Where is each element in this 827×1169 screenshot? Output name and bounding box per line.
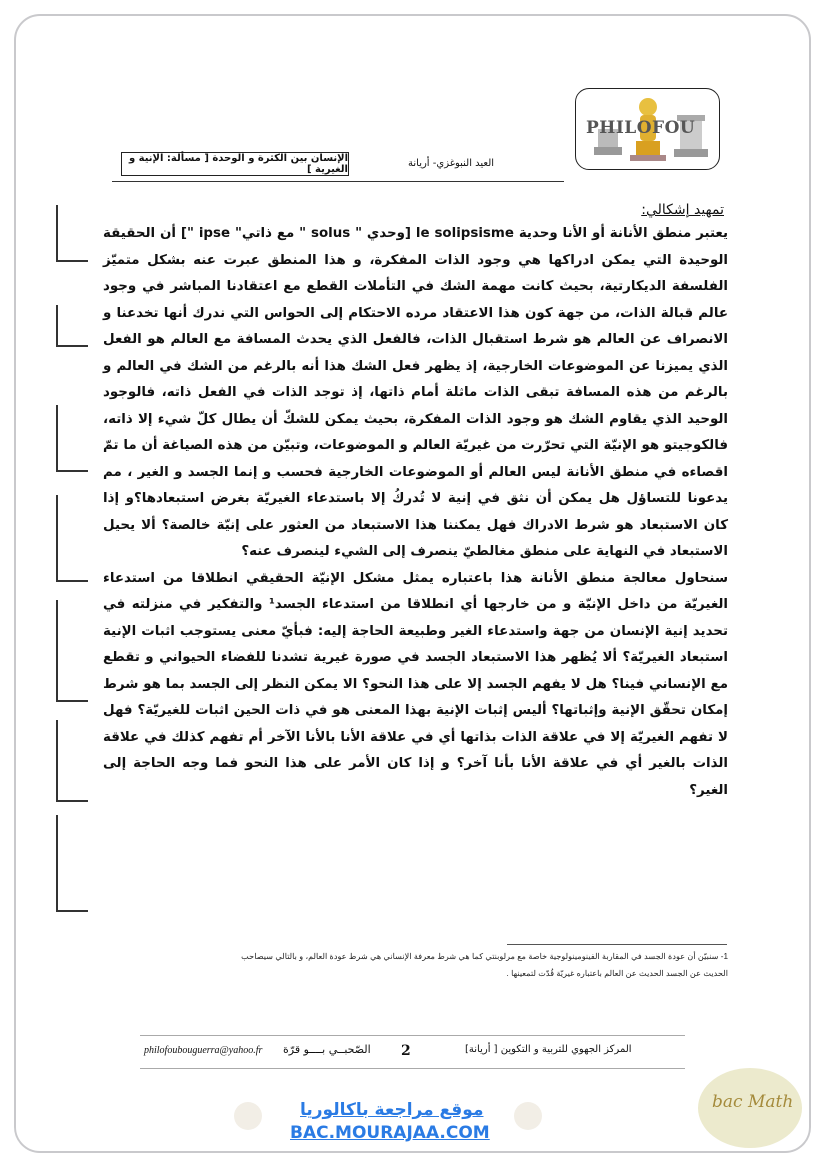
site-badge-icon <box>514 1102 542 1130</box>
side-decoration <box>56 205 88 262</box>
footer-divider <box>140 1035 685 1036</box>
side-decoration <box>56 815 88 912</box>
bac-math-logo-text: bac Math <box>712 1092 794 1112</box>
header-topic-box: الإنسان بين الكثرة و الوحدة [ مسألة: الإنية و الغيرية ] <box>121 152 349 176</box>
header-divider <box>112 181 564 182</box>
philofou-logo <box>575 88 720 170</box>
side-decoration <box>56 495 88 582</box>
section-title: تمهيد إشكالي: <box>641 202 724 218</box>
side-decoration <box>56 600 88 702</box>
site-badge-icon <box>234 1102 262 1130</box>
paragraph: سنحاول معالجة منطق الأنانة هذا باعتباره يمثل مشكل الإنيّة الحقيقي انطلاقا من استدعاء الغيريّة من داخل الإنيّة و من خارجها أي انطلاقا من استدعاء الجسد¹ والتفكير في منزلته في تحديد إنية الإنسان من جهة واستدعاء الغير وطبيعة الحاجة إليه: فبأيّ معنى يستوجب اثبات الإنية استبعاد الغيريّة؟ ألا يُظهر هذا الاستبعاد الجسد في صورة غيرية تشدنا للفضاء الحيواني و تقطع مع الإنساني فينا؟ هل لا يفهم الجسد إلا على هذا النحو؟ الا يمكن النظر إلى الجسد بما هو شرط إمكان تحقّق الإنية وإثباتها؟ أليس إثبات الإنية بهذا المعنى هو في ذات الحين اثبات للغيريّة؟ فهل لا تفهم الغيريّة إلا في علاقة الذات بذاتها أي في علاقة الأنا بالأنا الآخر أم تفهم كذلك في علاقة الذات بالغير أي في علاقة الأنا بأنا آخر؟ و إذا كان الأمر على هذا النحو فما وجه الحاجة إلى الغير؟ <box>103 570 728 798</box>
footer-institution: المركز الجهوي للتربية و التكوين [ أريانة] <box>465 1044 632 1055</box>
side-decoration <box>56 720 88 802</box>
page-number: 2 <box>401 1043 411 1059</box>
footer-divider <box>140 1068 685 1069</box>
site-name-arabic[interactable]: موقع مراجعة باكالوريا <box>300 1100 484 1120</box>
footnote-divider <box>507 944 727 945</box>
footnote: 1- سنبيّن أن عودة الجسد في المقاربة الفينومينولوجية خاصة مع مرلوبنتي كما هي شرط معرفة الإنساني هي شرط عودة العالم، و بالتالي سيصاحب الحديث عن الجسد الحديث عن العالم باعتباره غيريّة قُدّت لتمعينها . <box>241 952 728 978</box>
footer-author: الصّحبــي بــــو قرّة <box>283 1043 371 1056</box>
body-text <box>103 221 728 804</box>
site-url-link[interactable]: BAC.MOURAJAA.COM <box>290 1123 490 1143</box>
side-decoration <box>56 305 88 347</box>
paragraph: يعتبر منطق الأنانة أو الأنا وحدية le solipsisme [وحدي " solus " مع ذاتي" ipse "] أن الحقيقة الوحيدة التي يمكن ادراكها هي وجود الذات المفكرة، و هذا المنطق عبرت عنه بشكل متميّز الفلسفة الديكارتية، بحيث كانت مهمة الشك في التأملات القطع مع اعتقادنا المباشر في وجود عالم قبالة الذات، من جهة كون هذا الاعتقاد مرده الاحتكام إلى الحواس التي ندرك أنها تخدعنا و الانصراف عن العالم هو شرط استقبال الذات، فالفعل الذي يحدث المسافة مع العالم هو الفعل الذي يميزنا عن الموضوعات الخارجية، إذ يظهر فعل الشك هذا أنه بالرغم من الشك في العالم و بالرغم من هذه المسافة تبقى الذات ماثلة أمام ذاتها، إذ توجد الذات في الفعل ذاته، فالوجود الوحيد الذي يقاوم الشك هو وجود الذات المفكرة، بحيث يمكن للشكّ أن يطال كلّ شيء إلا ذاته، فالكوجيتو هو الإنيّة التي تحرّرت من غيريّة العالم و الموضوعات، وتبيّن من هذه الصياغة أن ما تمّ اقصاءه في منطق الأنانة ليس العالم أو الموضوعات الخارجية فحسب و إنما الجسد و الغير ، مم يدعونا للتساؤل هل يمكن أن نثق في إنية لا تُدركُ إلا باستدعاء الغيريّة بغرض استبعادها؟و إذا كان الاستبعاد هو شرط الادراك فهل يمكننا هذا الاستبعاد من العثور على إنيّة خالصة؟ ألا يحيل الاستبعاد في النهاية على منطق مغالطيّ ينصرف إلى الشيء لينصرف عنه؟ <box>103 226 728 559</box>
footer-email: philofoubouguerra@yahoo.fr <box>144 1045 263 1056</box>
side-decoration <box>56 405 88 472</box>
logo-text: PHILOFOU <box>586 118 696 138</box>
header-author: العيد النبوغزي- أريانة <box>408 158 495 169</box>
